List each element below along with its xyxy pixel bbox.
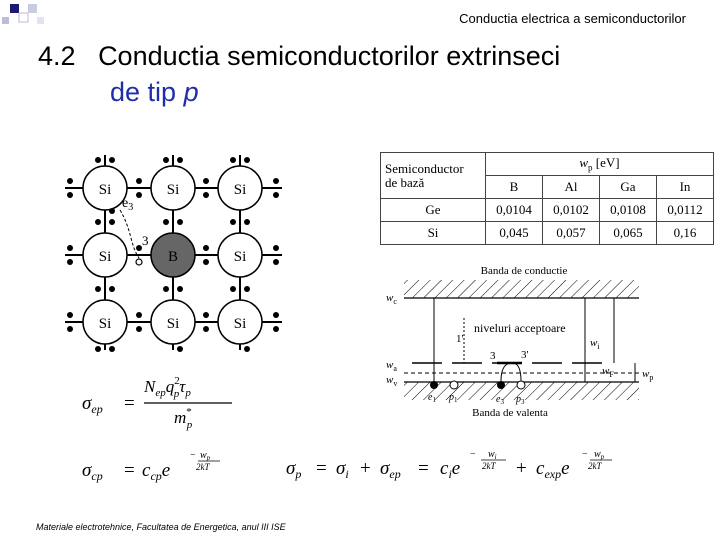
hole-p1	[450, 381, 458, 389]
header-base-line1: Semiconductor	[385, 160, 464, 176]
conduction-band	[404, 280, 639, 298]
wv-label: $w_v$	[386, 374, 398, 388]
wi-label: $w_i$	[590, 337, 600, 351]
cell: 0,045	[486, 222, 543, 245]
f1-eq: =	[124, 393, 135, 414]
slide-title	[38, 38, 560, 110]
atom-2	[218, 166, 262, 210]
f3-lhs: $\sigma_p$	[286, 458, 302, 481]
f3-t2: $\sigma_{ep}$	[380, 458, 401, 481]
atom-label: Si	[98, 182, 112, 198]
row-name: Si	[381, 222, 486, 245]
title-line1	[38, 38, 560, 74]
f1-lhs: $\sigma_{ep}$	[82, 393, 103, 416]
conduction-band-label: Banda de conductie	[480, 265, 568, 277]
atom-label: Si	[233, 249, 247, 265]
row-name: Ge	[381, 199, 486, 222]
atom-1	[151, 166, 195, 210]
hole-marker	[136, 259, 142, 265]
cell: 0,16	[657, 222, 714, 245]
f3-t1: $\sigma_i$	[336, 458, 349, 481]
f2-rhs: $c_{cp}e$	[142, 460, 171, 483]
f3-exp1-num: $w_i$	[488, 449, 497, 461]
cell: 0,0102	[543, 199, 600, 222]
slide-footer: Materiale electrotehnice, Facultatea de Energetica, anul III ISE	[36, 522, 286, 532]
f3-exp2-minus: −	[582, 449, 588, 460]
f3-eq1: =	[316, 458, 327, 479]
electron-e1	[430, 381, 438, 389]
wp-symbol: w	[579, 155, 589, 171]
atom-7	[151, 300, 195, 344]
wp-unit: [eV]	[592, 155, 620, 171]
col-header: B	[486, 176, 543, 199]
mark-1prime: 1'	[456, 333, 464, 345]
f2-lhs: $\sigma_{cp}$	[82, 460, 103, 483]
title-line2	[38, 74, 560, 110]
atom-label: Si	[233, 316, 247, 332]
f3-plus2: +	[516, 458, 527, 479]
activation-energy-table	[380, 152, 714, 245]
atom-0	[83, 166, 127, 210]
f2-exp-minus: −	[190, 450, 196, 461]
atom-boron	[151, 233, 195, 277]
atom-label: B	[167, 249, 179, 265]
p1-label: $p_1$	[449, 392, 458, 404]
acceptor-label: niveluri acceptoare	[474, 321, 566, 335]
valence-band-label: Banda de valenta	[472, 407, 548, 419]
f3-plus1: +	[360, 458, 371, 479]
cell: 0,0108	[600, 199, 657, 222]
f3-exp1-minus: −	[470, 449, 476, 460]
atom-label: Si	[233, 182, 247, 198]
title-line2-text: de tip	[110, 77, 184, 107]
title-text: Conductia semiconductorilor extrinseci	[98, 41, 561, 71]
table-row	[381, 222, 714, 245]
f3-c1-term: $c_ie$	[440, 458, 461, 481]
atom-8	[218, 300, 262, 344]
atom-label: Si	[166, 182, 180, 198]
p3-label: $p_3$	[516, 394, 525, 406]
col-header: In	[657, 176, 714, 199]
formula-sigma-ep	[80, 372, 250, 432]
cell: 0,057	[543, 222, 600, 245]
wp-label: $w_p$	[642, 368, 654, 382]
header-base-line2: de bază	[385, 174, 425, 190]
f3-exp1-den: 2kT	[482, 461, 496, 471]
formula-sigma-cp	[80, 448, 250, 493]
f3-eq2: =	[418, 458, 429, 479]
col-header: Ga	[600, 176, 657, 199]
e1-label: $e_1$	[428, 392, 436, 404]
f2-eq: =	[124, 460, 135, 481]
wF-label: $w_F$	[602, 365, 614, 379]
mark-3prime: 3'	[521, 349, 529, 361]
mark-3: 3	[490, 350, 496, 362]
table-header-wp	[486, 153, 714, 176]
wc-label: $w_c$	[386, 292, 397, 306]
hole-p3	[517, 381, 525, 389]
atoms	[83, 166, 262, 344]
hole-label: 3	[142, 233, 149, 248]
atom-5	[218, 233, 262, 277]
e3-label: $e_3$	[496, 394, 504, 406]
wp-sub: p	[588, 162, 593, 173]
decorative-bullets	[0, 0, 60, 40]
band-diagram	[382, 260, 667, 425]
f3-c2-term: $c_{exp}e$	[536, 458, 570, 481]
atom-3	[83, 233, 127, 277]
electron-label: $e_3$	[122, 196, 134, 213]
col-header: Al	[543, 176, 600, 199]
cell: 0,0112	[657, 199, 714, 222]
slide-header: Conductia electrica a semiconductorilor	[459, 11, 686, 26]
f2-exp-den: 2kT	[196, 462, 210, 472]
electron-e3	[497, 381, 505, 389]
cell: 0,065	[600, 222, 657, 245]
crystal-lattice-diagram	[60, 150, 290, 355]
f2-exp-num: $w_p$	[200, 450, 211, 462]
atom-label: Si	[98, 316, 112, 332]
f3-exp2-den: 2kT	[588, 461, 602, 471]
formula-sigma-p	[284, 448, 614, 493]
table-header-base	[381, 153, 486, 199]
atom-6	[83, 300, 127, 344]
f1-denominator: m* p	[174, 406, 193, 431]
atom-label: Si	[166, 316, 180, 332]
table-row	[381, 199, 714, 222]
title-number: 4.2	[38, 41, 76, 71]
wa-label: $w_a$	[386, 359, 397, 373]
f1-numerator: $N_{ep}q^2$ $p\tau_p$	[144, 375, 191, 400]
atom-label: Si	[98, 249, 112, 265]
cell: 0,0104	[486, 199, 543, 222]
title-line2-italic: p	[183, 77, 199, 107]
f3-exp2-num: $w_p$	[594, 449, 605, 461]
